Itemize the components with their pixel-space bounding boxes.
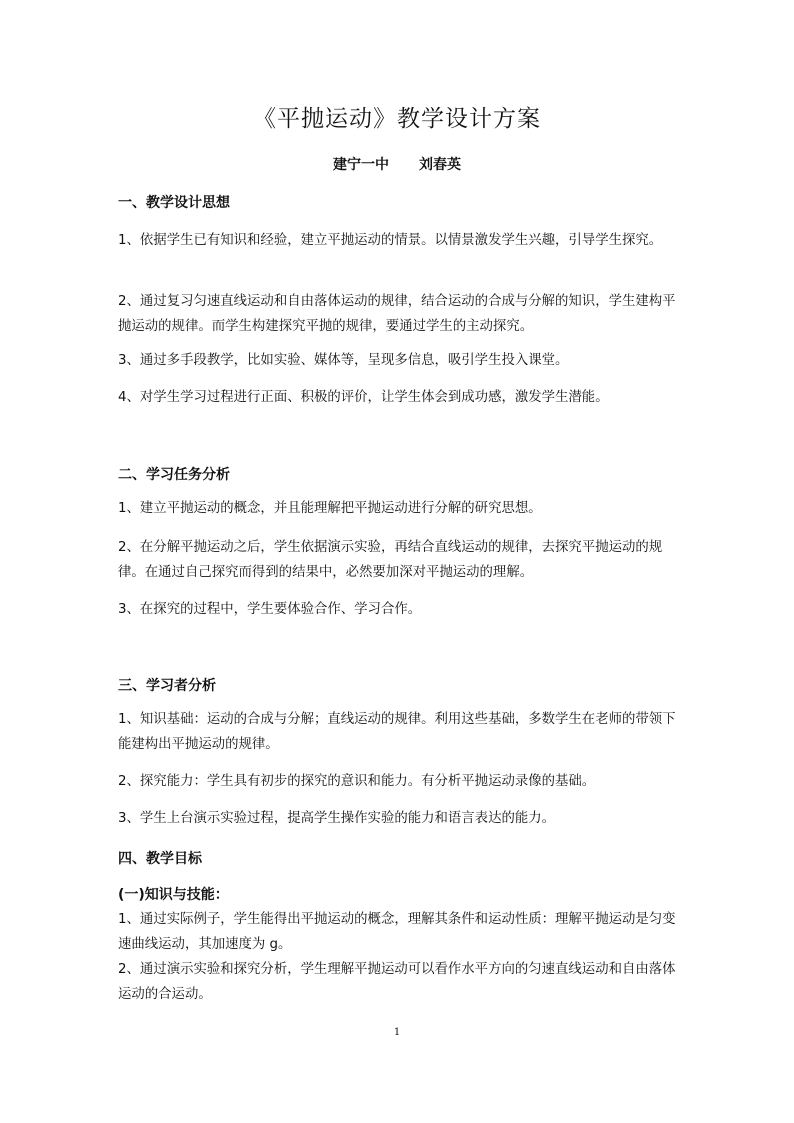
section-heading-2: 二、学习任务分析 bbox=[118, 467, 230, 483]
author-line bbox=[0, 154, 794, 174]
section-1-paragraph-4: 4、对学生学习过程进行正面、积极的评价，让学生体会到成功感，激发学生潜能。 bbox=[118, 390, 609, 405]
section-heading-4: 四、教学目标 bbox=[118, 851, 202, 867]
section-1-paragraph-2: 2、通过复习匀速直线运动和自由落体运动的规律，结合运动的合成与分解的知识，学生建构平抛运动的规律。而学生构建探究平抛的规律，要通过学生的主动探究。 bbox=[118, 294, 676, 334]
page-number: 1 bbox=[393, 1027, 401, 1038]
section-heading-1: 一、教学设计思想 bbox=[118, 195, 230, 211]
section-3-paragraph-3: 3、学生上台演示实验过程，提高学生操作实验的能力和语言表达的能力。 bbox=[118, 811, 556, 826]
section-1-paragraph-1: 1、依据学生已有知识和经验，建立平抛运动的情景。以情景激发学生兴趣，引导学生探究。 bbox=[118, 233, 663, 248]
section-3-paragraph-1: 1、知识基础：运动的合成与分解；直线运动的规律。利用这些基础，多数学生在老师的带领下能建构出平抛运动的规律。 bbox=[118, 712, 676, 752]
subsection-heading: (一)知识与技能： bbox=[118, 887, 229, 903]
author-name: 刘春英 bbox=[419, 157, 461, 173]
document-title: 《平抛运动》教学设计方案 bbox=[253, 106, 541, 132]
section-1-paragraph-3: 3、通过多手段教学，比如实验、媒体等，呈现多信息，吸引学生投入课堂。 bbox=[118, 353, 569, 368]
section-2-paragraph-3: 3、在探究的过程中，学生要体验合作、学习合作。 bbox=[118, 602, 422, 617]
section-heading-3: 三、学习者分析 bbox=[118, 678, 216, 694]
section-4-paragraph-1: 1、通过实际例子，学生能得出平抛运动的概念，理解其条件和运动性质：理解平抛运动是匀变速曲线运动，其加速度为 g。 bbox=[118, 912, 676, 952]
author-school: 建宁一中 bbox=[333, 157, 389, 173]
section-4-paragraph-2: 2、通过演示实验和探究分析，学生理解平抛运动可以看作水平方向的匀速直线运动和自由落体运动的合运动。 bbox=[118, 962, 676, 1002]
section-2-paragraph-1: 1、建立平抛运动的概念，并且能理解把平抛运动进行分解的研究思想。 bbox=[118, 501, 542, 516]
section-2-paragraph-2: 2、在分解平抛运动之后，学生依据演示实验，再结合直线运动的规律，去探究平抛运动的规律。在通过自己探究而得到的结果中，必然要加深对平抛运动的理解。 bbox=[118, 540, 663, 580]
section-3-paragraph-2: 2、探究能力：学生具有初步的探究的意识和能力。有分析平抛运动录像的基础。 bbox=[118, 774, 596, 789]
